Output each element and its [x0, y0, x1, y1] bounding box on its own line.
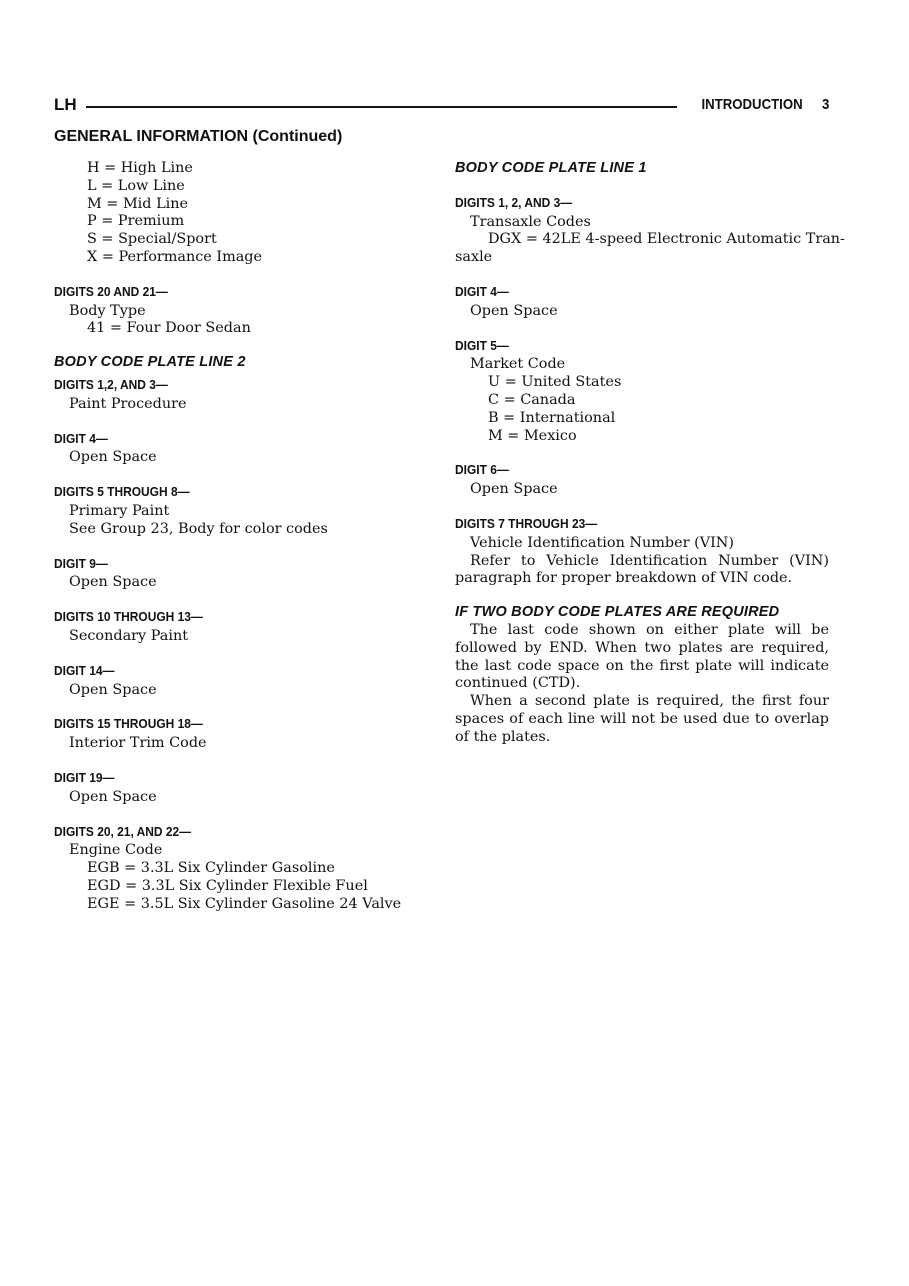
market-code: U = United States	[488, 374, 622, 391]
line-code-list-item: M = Mid Line	[87, 195, 189, 212]
digits-label: Market Code	[470, 356, 566, 373]
digits-heading: DIGITS 5 THROUGH 8—	[54, 484, 190, 500]
engine-code: EGB = 3.3L Six Cylinder Gasoline	[87, 860, 335, 877]
market-code: M = Mexico	[488, 427, 577, 444]
header-rule	[86, 106, 677, 108]
digits-text: Open Space	[69, 449, 157, 466]
digits-heading: DIGITS 15 THROUGH 18—	[54, 716, 203, 732]
header-chapter-title: INTRODUCTION	[701, 96, 803, 113]
digits-text: Open Space	[470, 302, 558, 319]
digits-text: Vehicle Identification Number (VIN)	[470, 534, 734, 551]
digits-label: Body Type	[69, 302, 146, 319]
digits-heading: DIGITS 1, 2, AND 3—	[455, 194, 573, 210]
header-section-code: LH	[54, 95, 77, 114]
digits-text: Open Space	[470, 481, 558, 498]
market-code: B = International	[488, 409, 616, 426]
digits-text: Paint Procedure	[69, 395, 187, 412]
line-code-list-item: H = High Line	[87, 160, 193, 176]
section-title: GENERAL INFORMATION (Continued)	[54, 128, 343, 145]
digits-text: See Group 23, Body for color codes	[69, 520, 328, 537]
digits-heading: DIGITS 20 AND 21—	[54, 283, 168, 299]
transaxle-code: DGX = 42LE 4-speed Electronic Automatic Tran-	[488, 231, 845, 248]
transaxle-code-continued: saxle	[455, 249, 493, 266]
digits-heading: DIGITS 10 THROUGH 13—	[54, 609, 203, 625]
digits-label: Engine Code	[69, 842, 163, 859]
digits-label: Transaxle Codes	[470, 213, 591, 230]
page-header	[54, 95, 829, 119]
header-chapter	[701, 96, 829, 113]
digits-heading: DIGITS 1,2, AND 3—	[54, 376, 168, 392]
digits-heading: DIGIT 4—	[54, 430, 108, 446]
line-code-list-item: S = Special/Sport	[87, 231, 217, 248]
digits-text: Interior Trim Code	[69, 735, 207, 752]
digits-text: Open Space	[69, 574, 157, 591]
subsection-title: BODY CODE PLATE LINE 2	[54, 354, 246, 371]
right-column	[455, 160, 845, 747]
digits-heading: DIGIT 6—	[455, 462, 509, 478]
digits-heading: DIGIT 5—	[455, 337, 509, 353]
subsection-title: IF TWO BODY CODE PLATES ARE REQUIRED	[455, 604, 780, 621]
page-number: 3	[821, 96, 829, 113]
digits-heading: DIGIT 4—	[455, 283, 509, 299]
digits-heading: DIGIT 14—	[54, 662, 115, 678]
engine-code: EGD = 3.3L Six Cylinder Flexible Fuel	[87, 877, 368, 894]
digits-heading: DIGITS 7 THROUGH 23—	[455, 515, 598, 531]
vin-paragraph: Refer to Vehicle Identification Number (VIN) paragraph for proper breakdown of VIN code.	[455, 552, 829, 587]
two-plates-paragraph: When a second plate is required, the first four spaces of each line will not be used due to overlap of the plates.	[455, 693, 829, 745]
engine-code: EGE = 3.5L Six Cylinder Gasoline 24 Valve	[87, 895, 402, 912]
two-plates-paragraph: The last code shown on either plate will be followed by END. When two plates are required, the last code space on the first plate will indicate continued (CTD).	[455, 621, 829, 692]
digits-text: Open Space	[69, 788, 157, 805]
digits-text: Primary Paint	[69, 502, 170, 519]
digits-heading: DIGITS 20, 21, AND 22—	[54, 823, 192, 839]
line-code-list-item: X = Performance Image	[87, 248, 263, 265]
digits-heading: DIGIT 19—	[54, 769, 115, 785]
left-column	[54, 160, 414, 914]
digits-value: 41 = Four Door Sedan	[87, 320, 251, 337]
line-code-list-item: P = Premium	[87, 213, 185, 230]
digits-heading: DIGIT 9—	[54, 555, 108, 571]
subsection-title: BODY CODE PLATE LINE 1	[455, 160, 647, 176]
market-code: C = Canada	[488, 391, 576, 408]
line-code-list-item: L = Low Line	[87, 177, 185, 194]
digits-text: Secondary Paint	[69, 627, 189, 644]
digits-text: Open Space	[69, 681, 157, 698]
